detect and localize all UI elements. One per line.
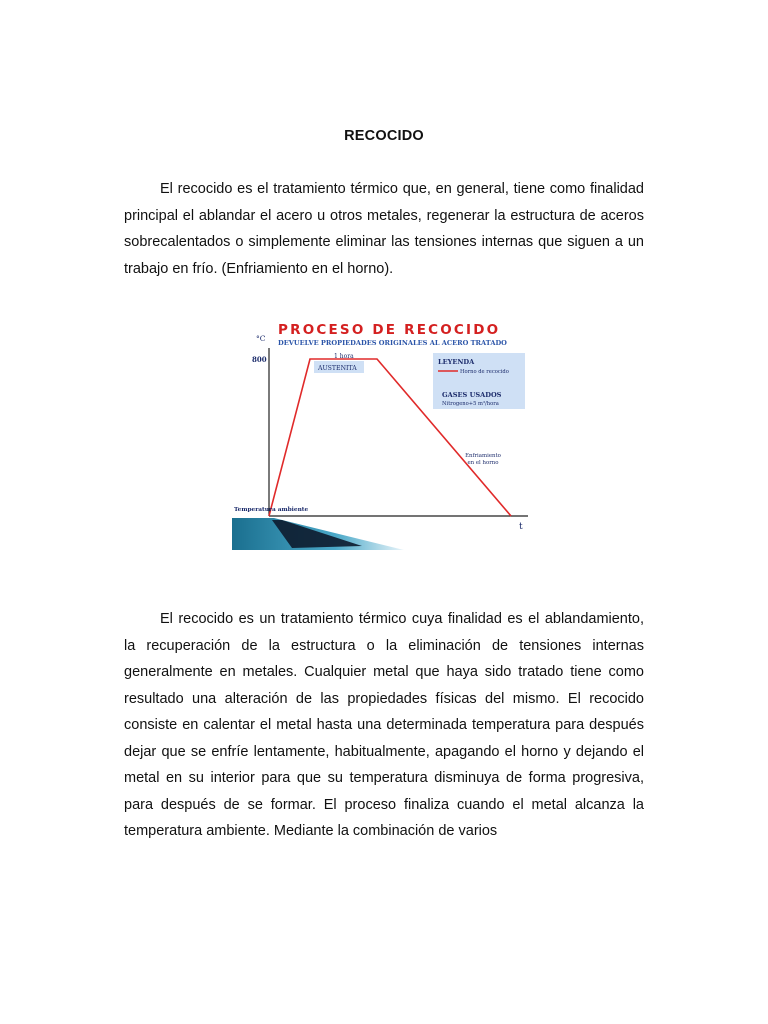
ambient-temp-label: Temperatura ambiente <box>234 507 309 513</box>
figure-background <box>232 318 542 550</box>
y-axis-unit: °C <box>256 334 266 343</box>
annealing-chart <box>232 318 542 550</box>
figure-title: PROCESO DE RECOCIDO <box>278 322 501 338</box>
body-paragraph: El recocido es un tratamiento térmico cuya finalidad es el ablandamiento, la recuperación de la estructura o la eliminación de tensiones internas generalmente en metales. Cualquier metal que haya sido tratado tiene como resultado una alteración de las propiedades físicas del mismo. El recocido consiste en calentar el metal hasta una determinada temperatura para después dejar que se enfríe lentamente, habitualmente, apagando el horno y dejando el metal en su interior para que su temperatura disminuya de forma progresiva, para después de se formar. El proceso finaliza cuando el metal alcanza la temperatura ambiente. Mediante la combinación de varios <box>124 611 644 839</box>
y-tick-800: 800 <box>252 355 267 364</box>
cooling-label-line1: Enfriamiento <box>465 453 501 459</box>
legend-item: Horno de recocido <box>460 369 509 375</box>
legend-title: LEYENDA <box>438 358 475 366</box>
gases-title: GASES USADOS <box>442 391 502 399</box>
x-axis-label: t <box>519 522 523 532</box>
phase-label: AUSTENITA <box>318 365 357 372</box>
figure-subtitle: DEVUELVE PROPIEDADES ORIGINALES AL ACERO TRATADO <box>278 339 507 347</box>
cooling-label-line2: en el horno <box>467 460 499 466</box>
gases-text: Nitrogeno+5 m³/hora <box>442 401 499 407</box>
intro-paragraph: El recocido es el tratamiento térmico que, en general, tiene como finalidad principal el ablandar el acero u otros metales, regenerar la estructura de aceros sobrecalentados o simplemente eliminar las tensiones internas que siguen a un trabajo en frío. (Enfriamiento en el horno). <box>124 181 644 277</box>
document-title: RECOCIDO <box>344 128 424 144</box>
hold-label: 1 hora <box>334 353 354 360</box>
annealing-process-figure <box>232 318 542 550</box>
